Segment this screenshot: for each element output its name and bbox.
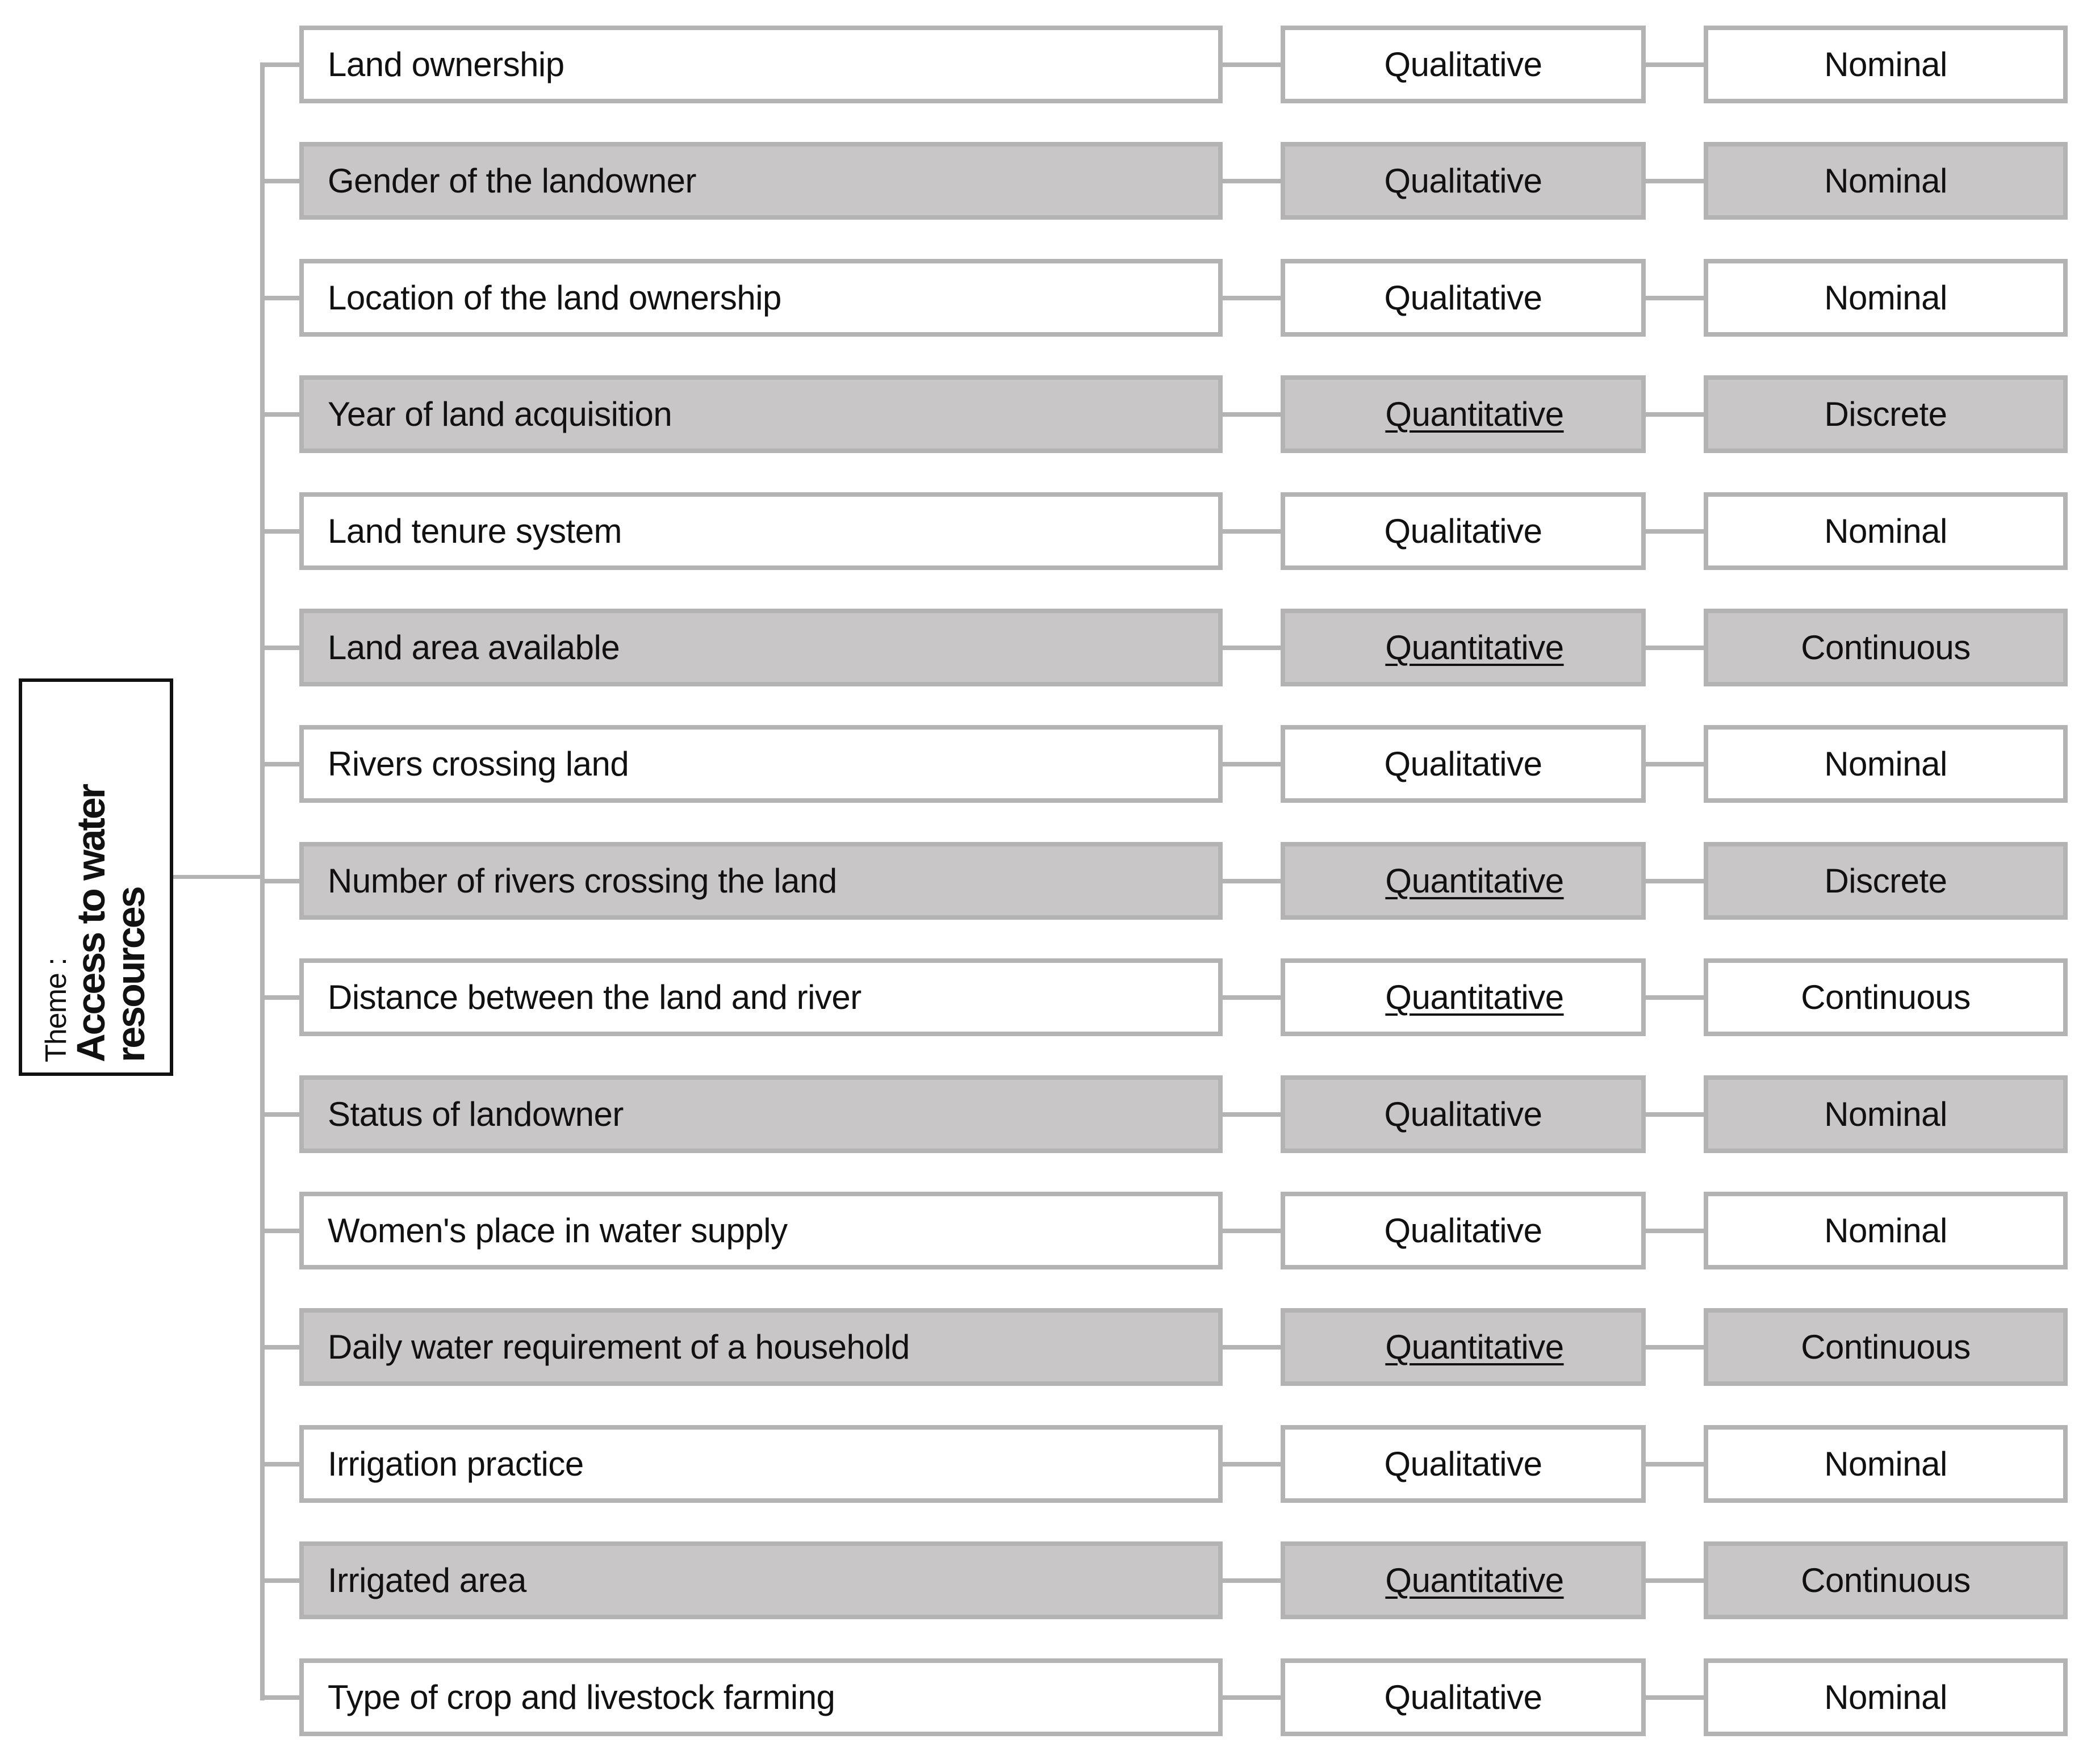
variable-type-connector	[1221, 1229, 1282, 1233]
branch-connector	[262, 412, 301, 417]
type-box	[1281, 1658, 1646, 1736]
type-label: Qualitative	[1384, 162, 1542, 200]
type-box	[1281, 725, 1646, 803]
branch-connector	[262, 529, 301, 534]
variable-box	[299, 1541, 1223, 1619]
type-scale-connector	[1644, 1462, 1705, 1466]
branch-connector	[262, 646, 301, 650]
variable-type-connector	[1221, 1462, 1282, 1466]
type-scale-connector	[1644, 762, 1705, 766]
type-scale-connector	[1644, 1345, 1705, 1350]
scale-box	[1704, 1075, 2068, 1153]
scale-box	[1704, 725, 2068, 803]
branch-connector	[262, 762, 301, 766]
scale-label: Nominal	[1824, 1678, 1947, 1716]
scale-label: Continuous	[1801, 978, 1971, 1016]
type-box	[1281, 1425, 1646, 1503]
variable-box	[299, 609, 1223, 686]
variable-type-connector	[1221, 296, 1282, 300]
variable-type-connector	[1221, 762, 1282, 766]
variable-label: Number of rivers crossing the land	[328, 862, 837, 900]
type-box	[1281, 1075, 1646, 1153]
variable-box	[299, 259, 1223, 337]
scale-label: Nominal	[1824, 512, 1947, 550]
scale-box	[1704, 26, 2068, 103]
variable-type-connector	[1221, 995, 1282, 1000]
variable-type-connector	[1221, 646, 1282, 650]
scale-label: Nominal	[1824, 1095, 1947, 1133]
variable-label: Irrigation practice	[328, 1445, 584, 1483]
branch-connector	[262, 1578, 301, 1583]
type-scale-connector	[1644, 529, 1705, 534]
variable-box	[299, 1308, 1223, 1386]
type-scale-connector	[1644, 995, 1705, 1000]
type-box	[1281, 1308, 1646, 1386]
variable-type-connector	[1221, 1345, 1282, 1350]
type-box	[1281, 609, 1646, 686]
type-label: Quantitative	[1385, 978, 1564, 1016]
type-box	[1281, 958, 1646, 1036]
scale-box	[1704, 1425, 2068, 1503]
scale-label: Nominal	[1824, 45, 1947, 83]
variable-box	[299, 1075, 1223, 1153]
variable-box	[299, 1425, 1223, 1503]
scale-label: Discrete	[1824, 395, 1947, 433]
type-label: Quantitative	[1385, 1561, 1564, 1599]
type-scale-connector	[1644, 412, 1705, 417]
type-scale-connector	[1644, 1695, 1705, 1700]
variable-type-connector	[1221, 879, 1282, 883]
scale-box	[1704, 842, 2068, 920]
type-label: Qualitative	[1384, 1678, 1542, 1716]
theme-connector	[173, 875, 264, 879]
scale-label: Nominal	[1824, 279, 1947, 317]
type-box	[1281, 1541, 1646, 1619]
theme-label: Theme :	[40, 958, 73, 1062]
variable-box	[299, 26, 1223, 103]
variable-type-connector	[1221, 1578, 1282, 1583]
scale-label: Nominal	[1824, 745, 1947, 783]
scale-label: Nominal	[1824, 162, 1947, 200]
branch-connector	[262, 1345, 301, 1350]
variable-label: Rivers crossing land	[328, 745, 629, 783]
type-box	[1281, 1192, 1646, 1269]
variable-box	[299, 958, 1223, 1036]
branch-connector	[262, 1112, 301, 1117]
branch-connector	[262, 995, 301, 1000]
scale-box	[1704, 609, 2068, 686]
branch-connector	[262, 1462, 301, 1466]
scale-label: Nominal	[1824, 1212, 1947, 1250]
variable-label: Land tenure system	[328, 512, 622, 550]
variable-box	[299, 492, 1223, 570]
scale-box	[1704, 1192, 2068, 1269]
variable-label: Daily water requirement of a household	[328, 1328, 910, 1366]
variable-label: Irrigated area	[328, 1561, 526, 1599]
variable-type-connector	[1221, 179, 1282, 183]
scale-label: Continuous	[1801, 628, 1971, 667]
branch-connector	[262, 179, 301, 183]
branch-connector	[262, 1229, 301, 1233]
variable-label: Distance between the land and river	[328, 978, 861, 1016]
type-label: Qualitative	[1384, 745, 1542, 783]
type-scale-connector	[1644, 1229, 1705, 1233]
scale-box	[1704, 492, 2068, 570]
type-box	[1281, 26, 1646, 103]
type-label: Quantitative	[1385, 862, 1564, 900]
variable-label: Status of landowner	[328, 1095, 624, 1133]
variable-type-connector	[1221, 62, 1282, 67]
scale-box	[1704, 1541, 2068, 1619]
variable-label: Gender of the landowner	[328, 162, 696, 200]
theme-title: Access to water resources	[69, 785, 153, 1062]
variable-label: Women's place in water supply	[328, 1212, 788, 1250]
variable-label: Location of the land ownership	[328, 279, 781, 317]
type-label: Qualitative	[1384, 1095, 1542, 1133]
type-scale-connector	[1644, 646, 1705, 650]
variable-label: Land area available	[328, 628, 620, 667]
type-scale-connector	[1644, 1578, 1705, 1583]
variable-type-connector	[1221, 412, 1282, 417]
variable-box	[299, 1658, 1223, 1736]
type-scale-connector	[1644, 179, 1705, 183]
branch-connector	[262, 296, 301, 300]
scale-box	[1704, 375, 2068, 453]
type-box	[1281, 492, 1646, 570]
scale-box	[1704, 1658, 2068, 1736]
type-scale-connector	[1644, 1112, 1705, 1117]
branch-connector	[262, 1695, 301, 1700]
type-box	[1281, 142, 1646, 220]
type-label: Qualitative	[1384, 512, 1542, 550]
scale-label: Nominal	[1824, 1445, 1947, 1483]
scale-label: Continuous	[1801, 1328, 1971, 1366]
type-label: Quantitative	[1385, 395, 1564, 433]
theme-box	[19, 678, 173, 1076]
scale-label: Continuous	[1801, 1561, 1971, 1599]
type-label: Quantitative	[1385, 1328, 1564, 1366]
type-label: Quantitative	[1385, 628, 1564, 667]
variable-box	[299, 842, 1223, 920]
variable-label: Year of land acquisition	[328, 395, 672, 433]
variable-box	[299, 375, 1223, 453]
variable-label: Type of crop and livestock farming	[328, 1678, 835, 1716]
type-label: Qualitative	[1384, 45, 1542, 83]
type-label: Qualitative	[1384, 1212, 1542, 1250]
scale-box	[1704, 259, 2068, 337]
scale-box	[1704, 958, 2068, 1036]
variable-box	[299, 725, 1223, 803]
type-scale-connector	[1644, 296, 1705, 300]
type-label: Qualitative	[1384, 1445, 1542, 1483]
scale-box	[1704, 1308, 2068, 1386]
type-box	[1281, 842, 1646, 920]
variable-type-connector	[1221, 1695, 1282, 1700]
type-box	[1281, 259, 1646, 337]
variable-box	[299, 142, 1223, 220]
type-label: Qualitative	[1384, 279, 1542, 317]
variable-box	[299, 1192, 1223, 1269]
variable-label: Land ownership	[328, 45, 564, 83]
branch-connector	[262, 62, 301, 67]
variable-type-connector	[1221, 529, 1282, 534]
type-scale-connector	[1644, 62, 1705, 67]
type-scale-connector	[1644, 879, 1705, 883]
scale-label: Discrete	[1824, 862, 1947, 900]
theme-text	[40, 684, 153, 1070]
type-box	[1281, 375, 1646, 453]
scale-box	[1704, 142, 2068, 220]
variable-type-connector	[1221, 1112, 1282, 1117]
branch-connector	[262, 879, 301, 883]
